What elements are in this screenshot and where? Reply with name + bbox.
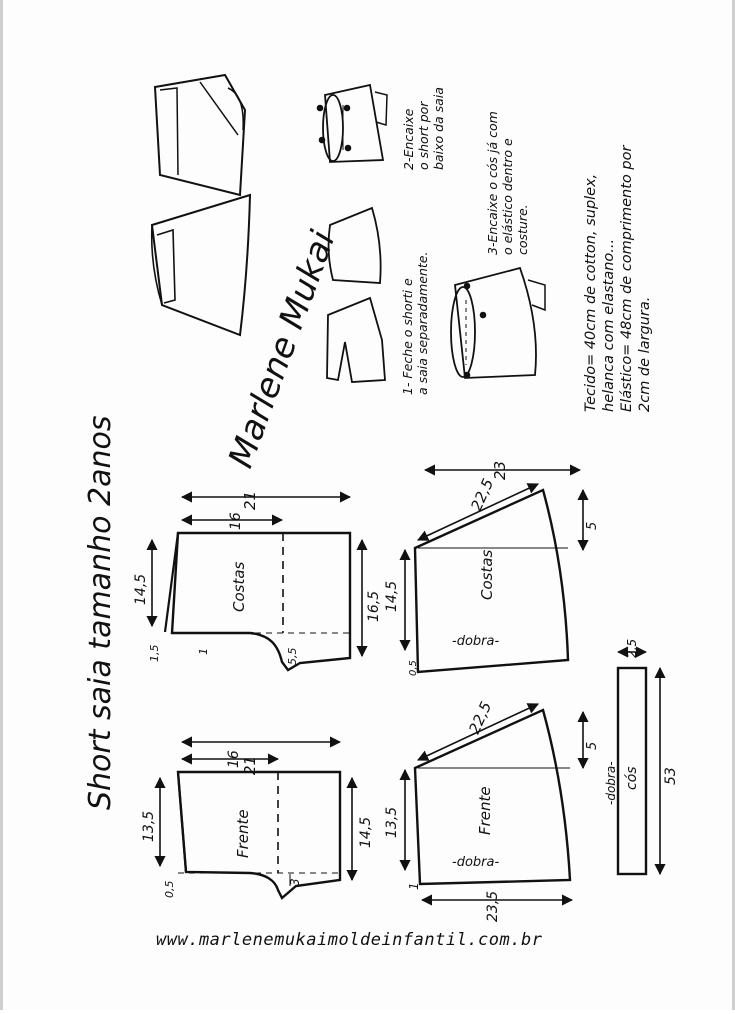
costas-short-m2: 1 [197,648,210,655]
costas-short-h-left: 14,5 [133,573,149,605]
step3-line3: costure. [515,204,530,255]
shorts-illustration-small [327,298,385,382]
costas-short-label: Costas [230,561,248,612]
cos-fold: -dobra- [604,761,618,805]
cos-width: 2,5 [625,638,639,658]
instructions [400,87,530,395]
costas-saia-m1: 5 [585,521,600,530]
cos-length: 53 [663,767,679,785]
step2-line2: o short por [416,101,431,170]
costas-short-w-top: 16 [228,512,244,530]
signature-text: Marlene Mukai [220,225,344,474]
scan-edge-left [0,0,3,1010]
cos-piece [618,652,660,874]
frente-short-h-left: 13,5 [141,810,157,842]
step2-line1: 2-Encaixe [401,108,416,170]
materials [583,145,653,412]
frente-saia-h-left: 13,5 [384,806,400,838]
frente-short-m2: 3 [288,878,302,886]
materials-line4: 2cm de largura. [637,296,653,412]
cos-label: cós [624,766,640,790]
materials-line3: Elástico= 48cm de comprimento por [619,145,635,412]
step3-line1: 3-Encaixe o cós já com [485,111,500,255]
costas-saia-h-left: 14,5 [384,580,400,612]
costas-saia-m2: 0,5 [408,660,419,676]
step1-line2: a saia separadamente. [415,251,430,395]
costas-short-piece [152,497,362,670]
costas-short-h-right: 16,5 [366,590,382,622]
step1-line1: 1- Feche o shorti e [400,278,415,395]
frente-short-w-total: 21 [241,755,259,775]
title-group [83,416,118,810]
costas-saia-fold: -dobra- [452,634,500,649]
materials-line1: Tecido= 40cm de cotton, suplex, [583,173,599,412]
costas-short-m3: 5,5 [286,647,299,665]
frente-saia-label: Frente [476,786,494,835]
frente-saia-m2: 1 [407,882,421,890]
costas-saia-w-diag: 22,5 [467,475,498,514]
frente-short-h-right: 14,5 [358,816,374,848]
short-illustration-small [318,85,388,162]
frente-saia-m1: 5 [585,741,600,750]
costas-saia-label: Costas [478,549,496,600]
frente-saia-w-bottom: 23,5 [485,890,501,922]
assembled-illustration [451,268,545,378]
frente-short-m1: 0,5 [163,880,176,898]
frente-short-w-top: 16 [226,750,242,768]
frente-saia-w-diag: 22,5 [465,698,496,737]
frente-saia-fold: -dobra- [452,855,500,870]
skirt-illustration-large [152,75,250,335]
measurement-labels [133,461,679,922]
costas-saia-w-top: 23 [491,460,509,480]
signature [221,225,344,473]
website-url: www.marlenemukaimoldeinfantil.com.br [156,930,543,950]
step2-line3: baixo da saia [431,87,446,170]
frente-short-label: Frente [234,809,252,858]
materials-line2: helanca com elastano... [601,238,617,412]
step3-line2: o elástico dentro e [500,138,515,255]
costas-short-w-total: 21 [241,490,259,510]
frente-saia-piece [405,704,583,900]
page-title: Short saia tamanho 2anos [83,415,118,810]
costas-short-m1: 1,5 [148,644,161,662]
